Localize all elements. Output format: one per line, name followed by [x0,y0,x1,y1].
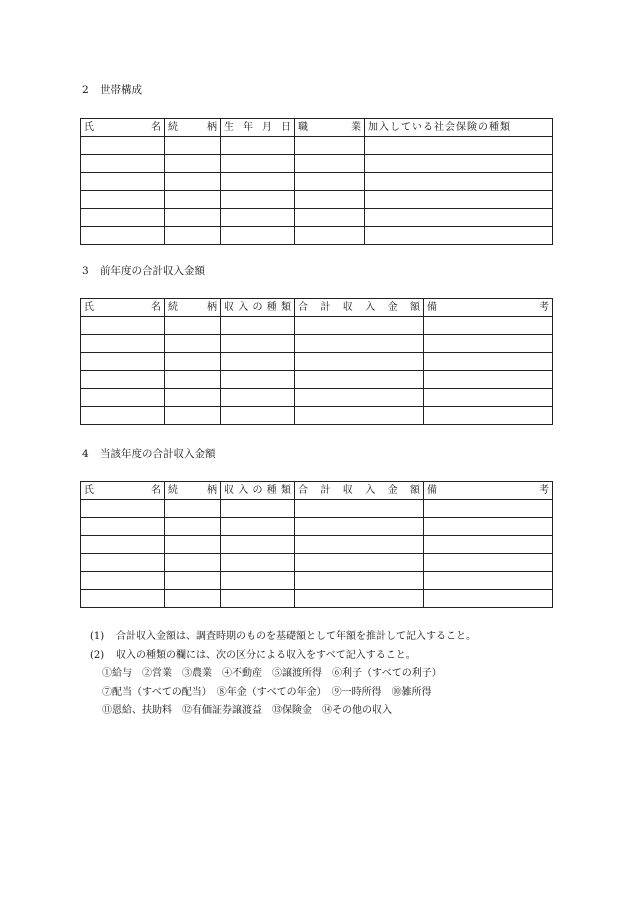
table-cell[interactable] [365,173,553,191]
note-2 [90,647,476,666]
table-cell[interactable] [81,353,165,371]
table-cell[interactable] [424,371,553,389]
table-cell[interactable] [221,173,295,191]
table-row [81,191,553,209]
table-cell[interactable] [165,191,221,209]
table-cell[interactable] [295,137,365,155]
section-3-title [82,263,205,278]
prior-year-header-relation: 続柄 [165,299,221,317]
note-1-number: (1) [90,631,105,642]
table-cell[interactable] [365,191,553,209]
table-cell[interactable] [81,590,165,608]
table-cell[interactable] [295,500,424,518]
income-type-list-line-1: ①給与 ②営業 ③農業 ④不動産 ⑤譲渡所得 ⑥利子（すべての利子） [102,668,442,679]
table-cell[interactable] [221,572,295,590]
table-cell[interactable] [81,518,165,536]
current-year-income-table [80,481,553,608]
household-header-relation: 続柄 [165,119,221,137]
table-cell[interactable] [221,590,295,608]
table-cell[interactable] [165,209,221,227]
table-cell[interactable] [221,371,295,389]
table-cell[interactable] [165,389,221,407]
table-cell[interactable] [81,173,165,191]
table-row [81,554,553,572]
table-row [81,317,553,335]
household-header-occupation: 職業 [295,119,365,137]
current-year-header-relation: 続柄 [165,482,221,500]
table-cell[interactable] [424,590,553,608]
current-year-header-name: 氏名 [81,482,165,500]
table-cell[interactable] [81,536,165,554]
prior-year-header-row [81,299,553,317]
section-2-title [82,82,142,97]
table-cell[interactable] [165,590,221,608]
table-row [81,137,553,155]
table-row [81,353,553,371]
table-cell[interactable] [165,317,221,335]
table-cell[interactable] [165,173,221,191]
table-cell[interactable] [221,518,295,536]
table-cell[interactable] [165,518,221,536]
table-row [81,335,553,353]
table-cell[interactable] [295,371,424,389]
current-year-header-row [81,482,553,500]
table-cell[interactable] [221,500,295,518]
prior-year-income-table [80,298,553,425]
table-row [81,209,553,227]
section-2-number: 2 [82,84,89,96]
table-cell[interactable] [295,191,365,209]
table-row [81,518,553,536]
table-cell[interactable] [365,137,553,155]
table-cell[interactable] [295,353,424,371]
table-cell[interactable] [424,572,553,590]
note-1-text: 合計収入金額は、調査時期のものを基礎額として年額を推計して記入すること。 [116,631,476,642]
current-year-header-total-income: 合計収入金額 [295,482,424,500]
table-cell[interactable] [295,173,365,191]
table-cell[interactable] [295,407,424,425]
table-cell[interactable] [221,137,295,155]
table-cell[interactable] [165,227,221,245]
table-cell[interactable] [295,209,365,227]
household-header-row [81,119,553,137]
table-cell[interactable] [424,407,553,425]
table-cell[interactable] [365,155,553,173]
table-row [81,572,553,590]
table-cell[interactable] [221,407,295,425]
table-cell[interactable] [221,191,295,209]
table-cell[interactable] [81,572,165,590]
note-1 [90,628,476,647]
table-cell[interactable] [424,317,553,335]
table-row [81,389,553,407]
section-3-number: 3 [82,265,89,277]
table-cell[interactable] [165,155,221,173]
table-cell[interactable] [81,407,165,425]
household-header-name: 氏名 [81,119,165,137]
table-cell[interactable] [81,389,165,407]
table-cell[interactable] [424,500,553,518]
table-row [81,407,553,425]
table-cell[interactable] [165,500,221,518]
prior-year-header-total-income: 合計収入金額 [295,299,424,317]
table-cell[interactable] [221,353,295,371]
section-2-label: 世帯構成 [100,84,142,96]
note-2-number: (2) [90,649,105,661]
table-row [81,500,553,518]
table-cell[interactable] [221,554,295,572]
table-row [81,371,553,389]
table-cell[interactable] [221,335,295,353]
table-row [81,590,553,608]
income-type-list-line-3: ⑪恩給、扶助料 ⑫有価証券譲渡益 ⑬保険金 ⑭その他の収入 [102,705,392,716]
table-cell[interactable] [165,572,221,590]
table-cell[interactable] [165,371,221,389]
table-cell[interactable] [81,317,165,335]
table-cell[interactable] [221,389,295,407]
table-cell[interactable] [295,155,365,173]
table-cell[interactable] [165,353,221,371]
table-row [81,155,553,173]
table-cell[interactable] [295,572,424,590]
section-4-title [82,446,216,461]
section-3-label: 前年度の合計収入金額 [100,265,205,277]
note-2-text: 収入の種類の欄には、次の区分による収入をすべて記入すること。 [116,649,416,661]
prior-year-header-name: 氏名 [81,299,165,317]
notes [90,628,476,721]
table-cell[interactable] [165,536,221,554]
table-cell[interactable] [424,335,553,353]
table-row [81,173,553,191]
table-cell[interactable] [424,536,553,554]
table-cell[interactable] [81,371,165,389]
household-header-insurance: 加入している社会保険の種類 [365,119,553,137]
table-cell[interactable] [295,554,424,572]
prior-year-header-remarks: 備考 [424,299,553,317]
table-cell[interactable] [295,227,365,245]
table-cell[interactable] [221,317,295,335]
household-table [80,118,553,245]
table-cell[interactable] [295,389,424,407]
household-header-birthdate: 生年月日 [221,119,295,137]
table-cell[interactable] [295,335,424,353]
table-cell[interactable] [424,353,553,371]
section-4-number: 4 [82,448,89,460]
table-cell[interactable] [81,155,165,173]
table-cell[interactable] [424,518,553,536]
table-cell[interactable] [221,209,295,227]
table-cell[interactable] [295,590,424,608]
table-cell[interactable] [221,536,295,554]
income-type-list-line-2: ⑦配当（すべての配当） ⑧年金（すべての年金） ⑨一時所得 ⑩雑所得 [102,686,432,698]
table-cell[interactable] [295,536,424,554]
table-cell[interactable] [81,554,165,572]
table-row [81,227,553,245]
table-cell[interactable] [165,554,221,572]
table-cell[interactable] [81,209,165,227]
prior-year-header-income-type: 収入の種類 [221,299,295,317]
table-cell[interactable] [365,227,553,245]
table-cell[interactable] [81,191,165,209]
table-cell[interactable] [424,554,553,572]
table-cell[interactable] [365,209,553,227]
current-year-header-remarks: 備考 [424,482,553,500]
table-cell[interactable] [165,137,221,155]
table-cell[interactable] [165,407,221,425]
table-cell[interactable] [424,389,553,407]
table-cell[interactable] [221,227,295,245]
table-cell[interactable] [81,137,165,155]
table-cell[interactable] [221,155,295,173]
table-cell[interactable] [81,500,165,518]
table-cell[interactable] [295,518,424,536]
current-year-header-income-type: 収入の種類 [221,482,295,500]
table-row [81,536,553,554]
table-cell[interactable] [81,227,165,245]
section-4-label: 当該年度の合計収入金額 [100,448,216,460]
table-cell[interactable] [295,317,424,335]
table-cell[interactable] [165,335,221,353]
table-cell[interactable] [81,335,165,353]
